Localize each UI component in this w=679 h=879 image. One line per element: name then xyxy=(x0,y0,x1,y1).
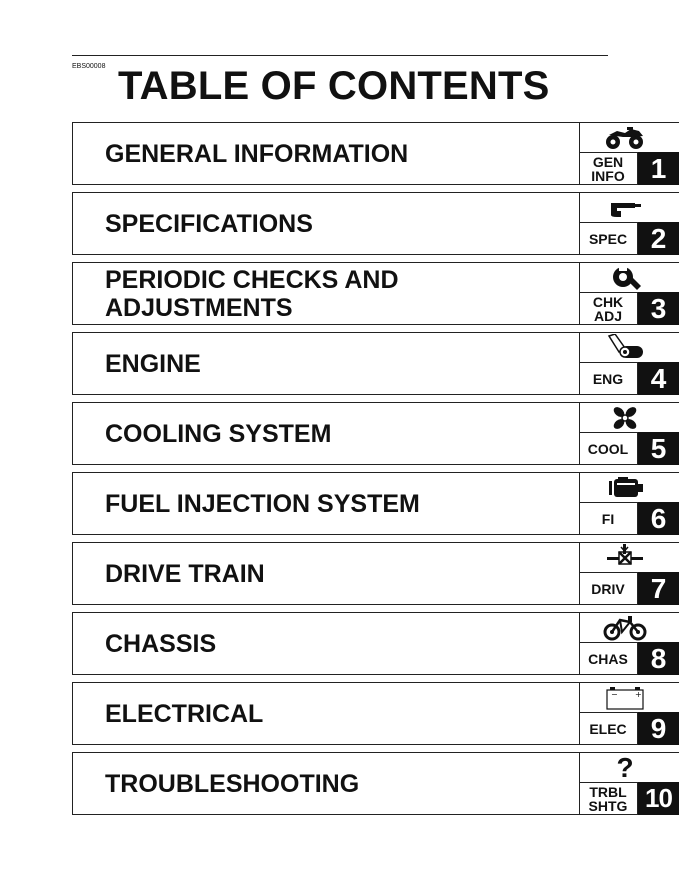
chapter-abbr: CHAS xyxy=(579,642,638,675)
chapter-tab[interactable] xyxy=(579,122,679,185)
chapter-tab[interactable] xyxy=(579,262,679,325)
chapter-number: 8 xyxy=(638,642,679,675)
chapter-row[interactable] xyxy=(72,262,679,325)
battery-minus-sign: − xyxy=(611,690,618,699)
chapter-number: 9 xyxy=(638,712,679,745)
chapter-title: FUEL INJECTION SYSTEM xyxy=(105,489,420,518)
chapter-row[interactable] xyxy=(72,612,679,675)
chapter-abbr: GEN INFO xyxy=(579,152,638,185)
chapter-number: 7 xyxy=(638,572,679,605)
chapter-box[interactable] xyxy=(72,332,580,395)
chapter-number: 5 xyxy=(638,432,679,465)
chapter-tab[interactable] xyxy=(579,682,679,745)
question-icon xyxy=(601,752,649,783)
chapter-abbr: TRBL SHTG xyxy=(579,782,638,815)
chapter-tab[interactable] xyxy=(579,472,679,535)
chapter-box[interactable] xyxy=(72,402,580,465)
chapter-row[interactable] xyxy=(72,472,679,535)
chapter-list xyxy=(72,122,679,822)
chapter-abbr: FI xyxy=(579,502,638,535)
question-mark: ? xyxy=(616,752,634,783)
chapter-abbr: DRIV xyxy=(579,572,638,605)
atv-icon xyxy=(601,125,649,151)
top-rule xyxy=(72,55,608,56)
engine-piston-icon xyxy=(601,335,649,361)
chapter-tab[interactable] xyxy=(579,332,679,395)
chapter-title: COOLING SYSTEM xyxy=(105,419,332,448)
chapter-title: ELECTRICAL xyxy=(105,699,264,728)
chapter-title: DRIVE TRAIN xyxy=(105,559,265,588)
chapter-title: GENERAL INFORMATION xyxy=(105,139,409,168)
drive-shaft-icon xyxy=(601,545,649,571)
wrench-icon xyxy=(601,265,649,291)
chapter-box[interactable] xyxy=(72,472,580,535)
battery-plus-sign: + xyxy=(635,690,642,699)
chapter-tab[interactable] xyxy=(579,612,679,675)
battery-icon xyxy=(601,685,649,711)
chapter-number: 10 xyxy=(638,782,679,815)
chapter-row[interactable] xyxy=(72,332,679,395)
chapter-abbr: SPEC xyxy=(579,222,638,255)
chapter-box[interactable] xyxy=(72,542,580,605)
chapter-number: 6 xyxy=(638,502,679,535)
chapter-box[interactable] xyxy=(72,682,580,745)
chapter-row[interactable] xyxy=(72,682,679,745)
document-code: EBS00008 xyxy=(72,63,106,70)
chapter-box[interactable] xyxy=(72,752,580,815)
chapter-title: SPECIFICATIONS xyxy=(105,209,313,238)
chapter-abbr: COOL xyxy=(579,432,638,465)
injector-icon xyxy=(601,475,649,501)
chapter-row[interactable] xyxy=(72,122,679,185)
chapter-number: 4 xyxy=(638,362,679,395)
chapter-row[interactable] xyxy=(72,402,679,465)
chapter-tab[interactable] xyxy=(579,752,679,815)
chapter-title: ENGINE xyxy=(105,349,201,378)
page-title: TABLE OF CONTENTS xyxy=(118,64,550,108)
fan-icon xyxy=(601,405,649,431)
chapter-number: 1 xyxy=(638,152,679,185)
chapter-number: 3 xyxy=(638,292,679,325)
chapter-row[interactable] xyxy=(72,752,679,815)
chapter-title: TROUBLESHOOTING xyxy=(105,769,360,798)
caliper-icon xyxy=(601,195,649,221)
chapter-title: CHASSIS xyxy=(105,629,217,658)
chapter-abbr: CHK ADJ xyxy=(579,292,638,325)
chapter-title: PERIODIC CHECKS AND ADJUSTMENTS xyxy=(105,265,399,322)
chapter-box[interactable] xyxy=(72,192,580,255)
chapter-box[interactable] xyxy=(72,612,580,675)
chapter-box[interactable] xyxy=(72,122,580,185)
atv-chassis-icon xyxy=(601,615,649,641)
chapter-abbr: ELEC xyxy=(579,712,638,745)
chapter-tab[interactable] xyxy=(579,542,679,605)
chapter-abbr: ENG xyxy=(579,362,638,395)
chapter-tab[interactable] xyxy=(579,192,679,255)
chapter-box[interactable] xyxy=(72,262,580,325)
chapter-number: 2 xyxy=(638,222,679,255)
chapter-tab[interactable] xyxy=(579,402,679,465)
chapter-row[interactable] xyxy=(72,542,679,605)
chapter-row[interactable] xyxy=(72,192,679,255)
